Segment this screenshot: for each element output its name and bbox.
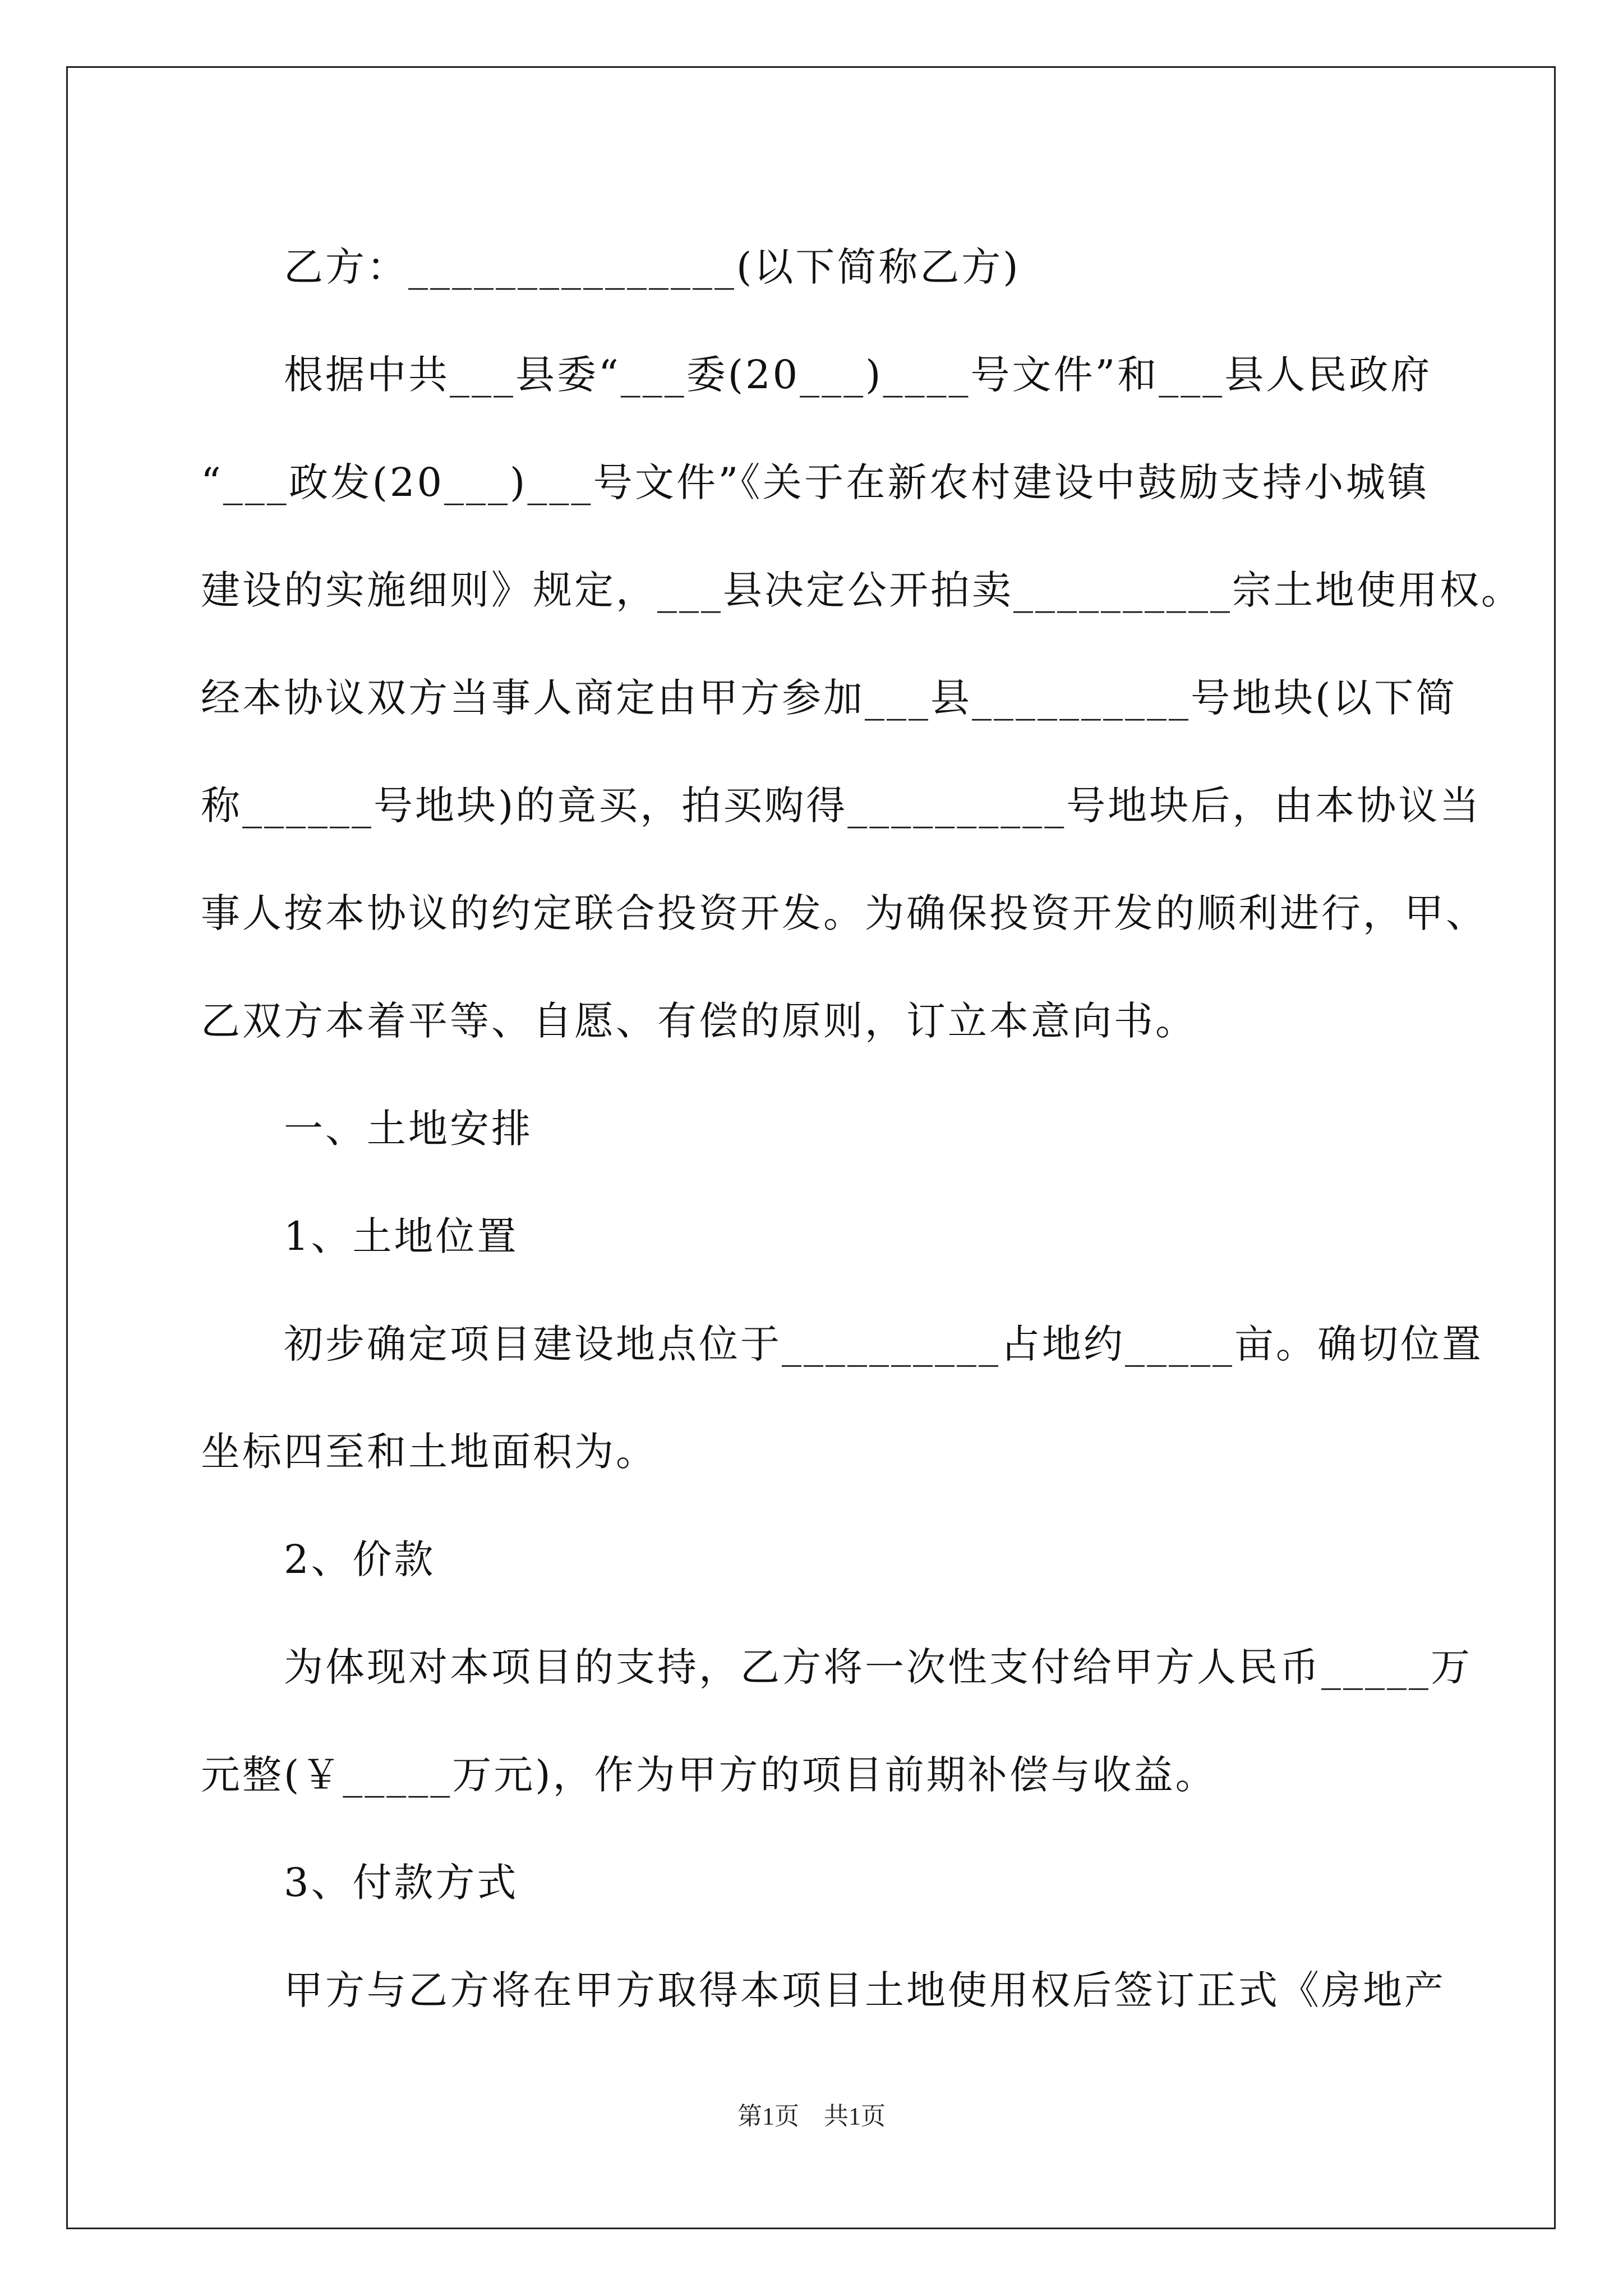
page-number-footer: 第1页 共1页 [737,2102,886,2130]
document-body [201,213,1523,2044]
section-heading: 一、土地安排 [284,1106,533,1152]
party-b-line: 乙方：_______________(以下简称乙方) [284,244,1021,290]
paragraph-line: 为体现对本项目的支持，乙方将一次性支付给甲方人民币_____万 [284,1644,1472,1690]
subsection-heading: 2、价款 [284,1536,436,1582]
paragraph-line: 事人按本协议的约定联合投资开发。为确保投资开发的顺利进行，甲、 [201,890,1487,936]
paragraph-line: 称______号地块)的竟买，拍买购得__________号地块后，由本协议当 [201,783,1482,829]
paragraph-line: “___政发(20___)___号文件”《关于在新农村建设中鼓励支持小城镇 [201,459,1429,505]
paragraph-line: 元整(￥_____万元)，作为甲方的项目前期补偿与收益。 [201,1752,1217,1798]
subsection-heading: 1、土地位置 [284,1213,519,1259]
paragraph-line: 初步确定项目建设地点位于__________占地约_____亩。确切位置 [284,1321,1483,1367]
paragraph-line: 坐标四至和土地面积为。 [201,1429,657,1475]
paragraph-line: 乙双方本着平等、自愿、有偿的原则，订立本意向书。 [201,998,1197,1044]
subsection-heading: 3、付款方式 [284,1860,519,1906]
paragraph-line: 建设的实施细则》规定，___县决定公开拍卖__________宗土地使用权。 [201,567,1523,613]
paragraph-line: 甲方与乙方将在甲方取得本项目土地使用权后签订正式《房地产 [284,1967,1446,2013]
paragraph-line: 经本协议双方当事人商定由甲方参加___县__________号地块(以下简 [201,675,1458,721]
paragraph-line: 根据中共___县委“___委(20___)____号文件”和___县人民政府 [284,352,1432,398]
